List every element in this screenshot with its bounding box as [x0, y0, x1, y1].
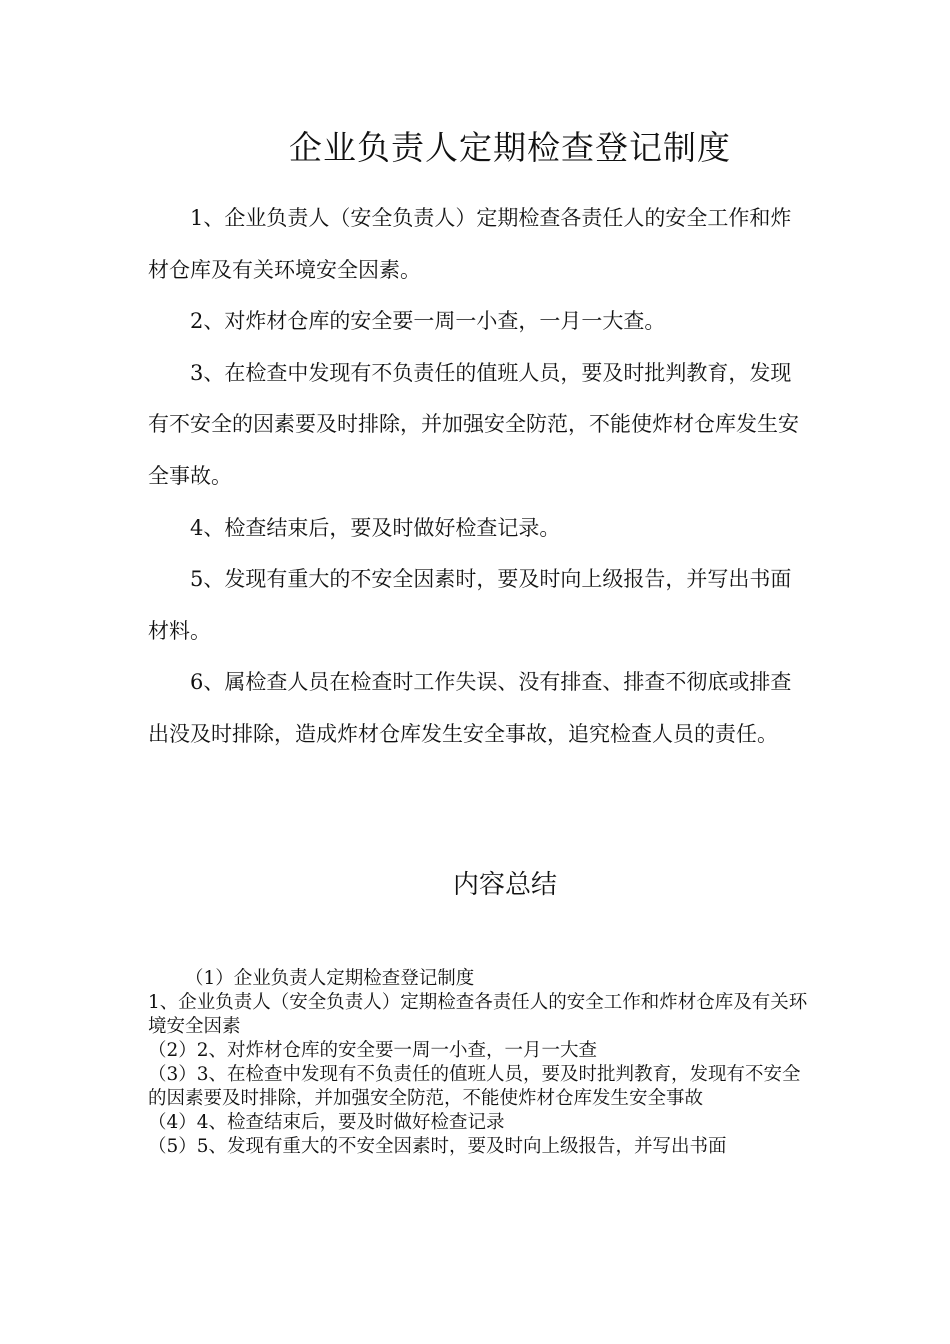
paragraph-3: 3、在检查中发现有不负责任的值班人员，要及时批判教育，发现有不安全的因素要及时排除，并加强安全防范，不能使炸材仓库发生安全事故。: [148, 360, 799, 488]
summary-title: 内容总结: [452, 870, 557, 900]
summary-line-4: （3）3、在检查中发现有不负责任的值班人员，要及时批判教育，发现有不安全的因素要及时排除，并加强安全防范，不能使炸材仓库发生安全事故: [148, 1064, 801, 1109]
summary-line-1: （1）企业负责人定期检查登记制度: [185, 968, 475, 989]
summary-line-3: （2）2、对炸材仓库的安全要一周一小查，一月一大查: [148, 1040, 598, 1061]
paragraph-5: 5、发现有重大的不安全因素时，要及时向上级报告，并写出书面材料。: [148, 567, 792, 643]
paragraph-1: 1、企业负责人（安全负责人）定期检查各责任人的安全工作和炸材仓库及有关环境安全因素。: [148, 206, 792, 282]
summary-body: [148, 967, 808, 1187]
paragraph-2: 2、对炸材仓库的安全要一周一小查，一月一大查。: [190, 309, 666, 334]
summary-line-2: 1、企业负责人（安全负责人）定期检查各责任人的安全工作和炸材仓库及有关环境安全因素: [148, 992, 808, 1037]
document-title: 企业负责人定期检查登记制度: [289, 128, 731, 167]
paragraph-4: 4、检查结束后，要及时做好检查记录。: [190, 515, 561, 540]
summary-line-6: （5）5、发现有重大的不安全因素时，要及时向上级报告，并写出书面: [148, 1136, 727, 1157]
paragraph-6: 6、属检查人员在检查时工作失误、没有排查、排查不彻底或排查出没及时排除，造成炸材仓库发生安全事故，追究检查人员的责任。: [148, 670, 792, 746]
summary-line-5: （4）4、检查结束后，要及时做好检查记录: [148, 1112, 505, 1133]
document-body: [148, 193, 808, 761]
